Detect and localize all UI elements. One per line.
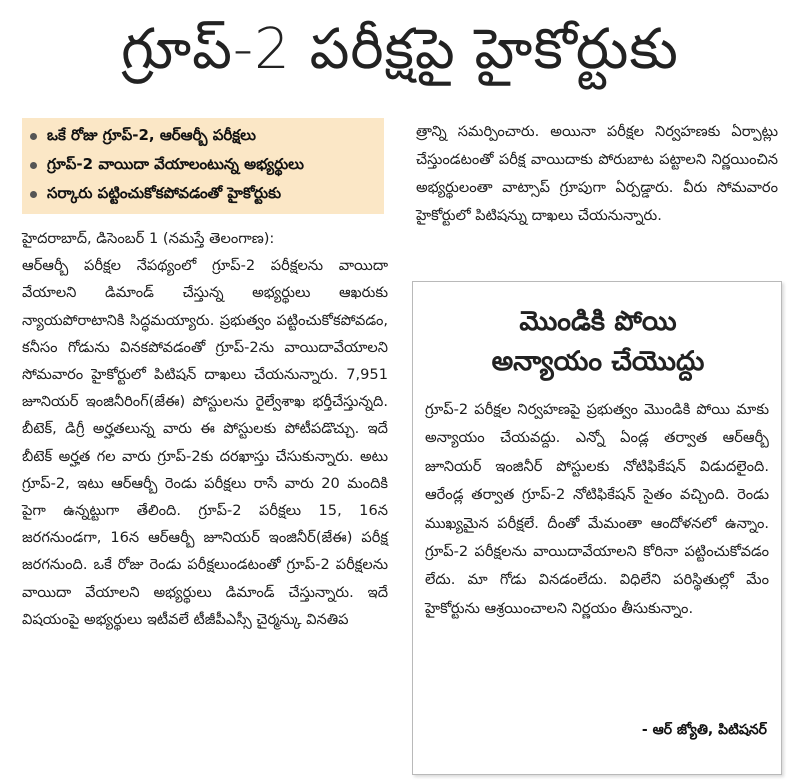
dateline: హైదరాబాద్, డిసెంబర్ 1 (నమస్తే తెలంగాణ): (22, 230, 275, 247)
quote-byline: - ఆర్ జ్యోతి, పిటిషనర్ (641, 722, 767, 738)
quote-box (412, 281, 782, 775)
headline: గ్రూప్-2 పరీక్షపై హైకోర్టుకు (121, 16, 679, 82)
quote-title-line2: అన్యాయం చేయొద్దు (491, 346, 705, 377)
article-right-column (416, 118, 778, 230)
highlights-box (22, 118, 384, 214)
highlight-item (22, 151, 384, 180)
article-left-column (22, 225, 388, 633)
article-body-left: ఆర్ఆర్బీ పరీక్షల నేపథ్యంలో గ్రూప్-2 పరీక్షలను వాయిదా వేయాలని డిమాండ్ చేస్తున్న అభ్యర్థులు ఆఖరుకు న్యాయపోరాటానికి సిద్ధమయ్యారు. ప్రభుత్వం పట్టించుకోకపోవడం, కనీసం గోడును వినకపోవడంతో గ్రూప్-2ను వాయిదావేయాలని సోమవారం హైకోర్టులో పిటిషన్ దాఖలు చేయనున్నారు. 7,951 జూనియర్ ఇంజినీరింగ్(జేఈ) పోస్టులను రైల్వేశాఖ భర్తీచేస్తున్నది. బీటెక్, డిగ్రీ అర్హతలున్న వారు ఈ పోస్టులకు పోటీపడొచ్చు. ఇదే బీటెక్ అర్హత గల వారు గ్రూప్-2కు దరఖాస్తు చేసుకున్నారు. అటు గ్రూప్-2, ఇటు ఆర్ఆర్బీ రెండు పరీక్షలు రాసే వారు 20 మందికి పైగా ఉన్నట్టుగా తేలింది. గ్రూప్-2 పరీక్షలు 15, 16న జరగనుండగా, 16న ఆర్ఆర్బీ జూనియర్ ఇంజినీర్(జేఈ) పరీక్ష జరగనుంది. ఒకే రోజు రెండు పరీక్షలుండటంతో గ్రూప్-2 పరీక్షలను వాయిదా వేయాలని అభ్యర్థులు డిమాండ్ చేస్తున్నారు. ఇదే విషయంపై అభ్యర్థులు ఇటీవలే టీజీపీఎస్సీ చైర్మన్కు వినతిప (22, 257, 388, 628)
quote-text: గ్రూప్-2 పరీక్షల నిర్వహణపై ప్రభుత్వం మొండికి పోయి మాకు అన్యాయం చేయవద్దు. ఎన్నో ఏండ్ల తర్వాత ఆర్ఆర్బీ జూనియర్ ఇంజినీర్ పోస్టులకు నోటిఫికేషన్ విడుదలైంది. ఆరేండ్ల తర్వాత గ్రూప్-2 నోటిఫికేషన్ సైతం వచ్చింది. రెండు ముఖ్యమైన పరీక్షలే. దీంతో మేమంతా ఆందోళనలో ఉన్నాం. గ్రూప్-2 పరీక్షలను వాయిదావేయాలని కోరినా పట్టించుకోవడం లేదు. మా గోడు వినడంలేదు. విధిలేని పరిస్థితుల్లో మేం హైకోర్టును ఆశ్రయించాలని నిర్ణయం తీసుకున్నాం. (425, 401, 769, 617)
highlight-item (22, 180, 384, 209)
highlight-item (22, 122, 384, 151)
quote-body (425, 396, 769, 623)
highlight-text: ఒకే రోజు గ్రూప్-2, ఆర్ఆర్బీ పరీక్షలు (47, 125, 256, 144)
quote-title-line1: మొండికి పోయి (519, 306, 677, 337)
bullet-icon (30, 191, 37, 198)
highlight-text: గ్రూప్-2 వాయిదా వేయాలంటున్న అభ్యర్థులు (47, 154, 305, 173)
article-body-right: త్రాన్ని సమర్పించారు. అయినా పరీక్షల నిర్వహణకు ఏర్పాట్లు చేస్తుండటంతో పరీక్ష వాయిదాకు పోరుబాట పట్టాలని నిర్ణయించిన అభ్యర్థులంతా వాట్సాప్ గ్రూపుగా ఏర్పడ్డారు. వీరు సోమవారం హైకోర్టులో పిటిషన్ను దాఖలు చేయనున్నారు. (416, 123, 778, 224)
bullet-icon (30, 133, 37, 140)
highlight-text: సర్కారు పట్టించుకోకపోవడంతో హైకోర్టుకు (47, 183, 282, 202)
bullet-icon (30, 162, 37, 169)
